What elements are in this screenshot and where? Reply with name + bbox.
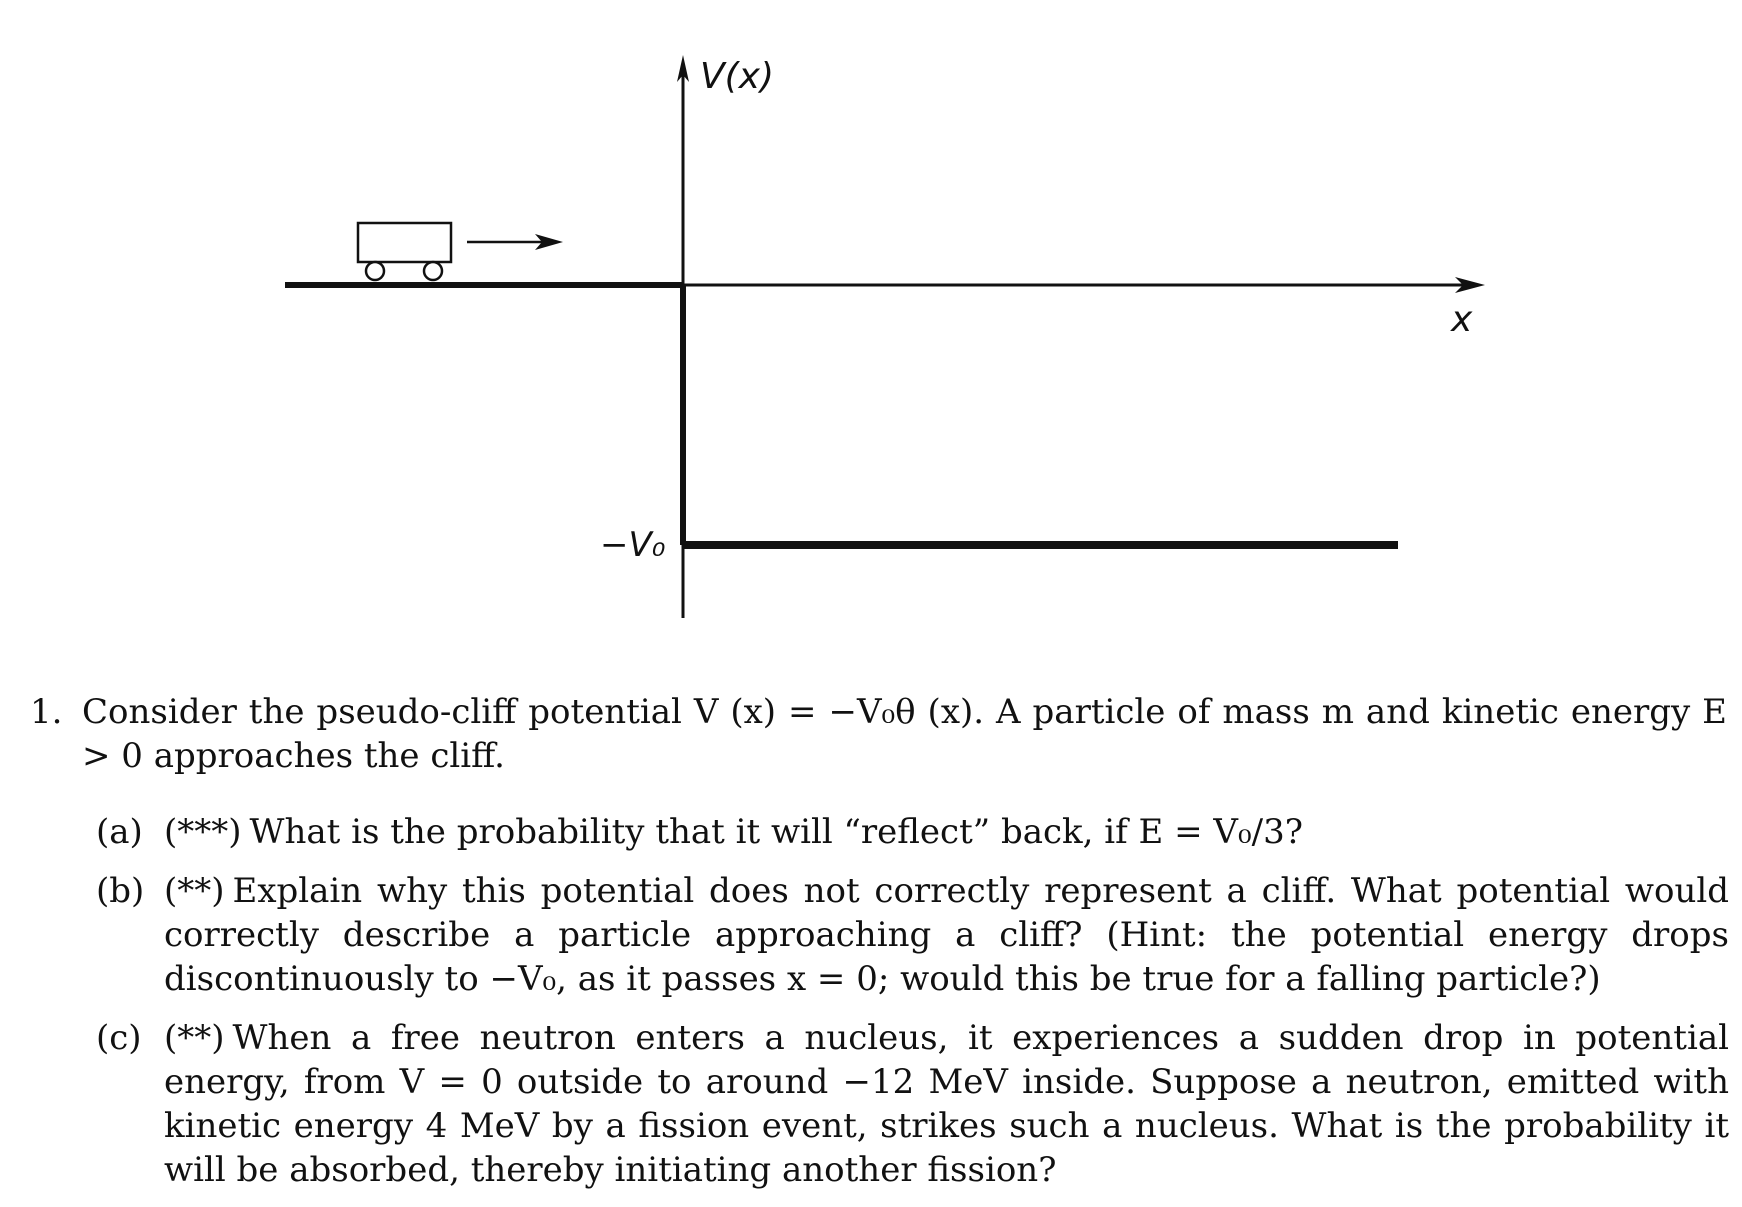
part-text: When a free neutron enters a nucleus, it experiences a sudden drop in potential energy, from V = 0 outside to around −12 MeV inside. Suppose a neutron, emitted with kinetic energy 4 MeV by a fission event, strikes such a nucleus. What is the probability it will be absorbed, thereby initiating another fission? (164, 1018, 1729, 1190)
problem-stem: Consider the pseudo-cliff potential V (x) = −V₀θ (x). A particle of mass m and kinetic energy E > 0 approaches the cliff. (82, 692, 1727, 776)
difficulty-stars: (***) (164, 812, 242, 852)
part-label: (a) (96, 812, 143, 852)
difficulty-stars: (**) (164, 1018, 225, 1058)
part-body (164, 810, 1729, 854)
arrow-right-icon (467, 234, 563, 250)
part-text: Explain why this potential does not correctly represent a cliff. What potential would correctly describe a particle approaching a cliff? (Hint: the potential energy drops discontinuously to −V₀, as it passes x = 0; would this be true for a falling particle?) (164, 871, 1729, 999)
part-body (164, 869, 1729, 1001)
part-a (70, 810, 1730, 854)
x-axis-label: x (1451, 299, 1473, 340)
part-body (164, 1016, 1729, 1192)
problem-parts (70, 810, 1730, 1207)
level-label: −V₀ (600, 525, 666, 565)
part-label: (b) (96, 871, 145, 911)
problem-number: 1. (30, 692, 63, 732)
difficulty-stars: (**) (164, 871, 225, 911)
part-label: (c) (96, 1018, 142, 1058)
part-c (70, 1016, 1730, 1192)
part-b (70, 869, 1730, 1001)
y-axis-label: V(x) (700, 56, 775, 97)
part-text: What is the probability that it will “reflect” back, if E = V₀/3? (249, 812, 1303, 852)
cart-icon (358, 223, 451, 280)
